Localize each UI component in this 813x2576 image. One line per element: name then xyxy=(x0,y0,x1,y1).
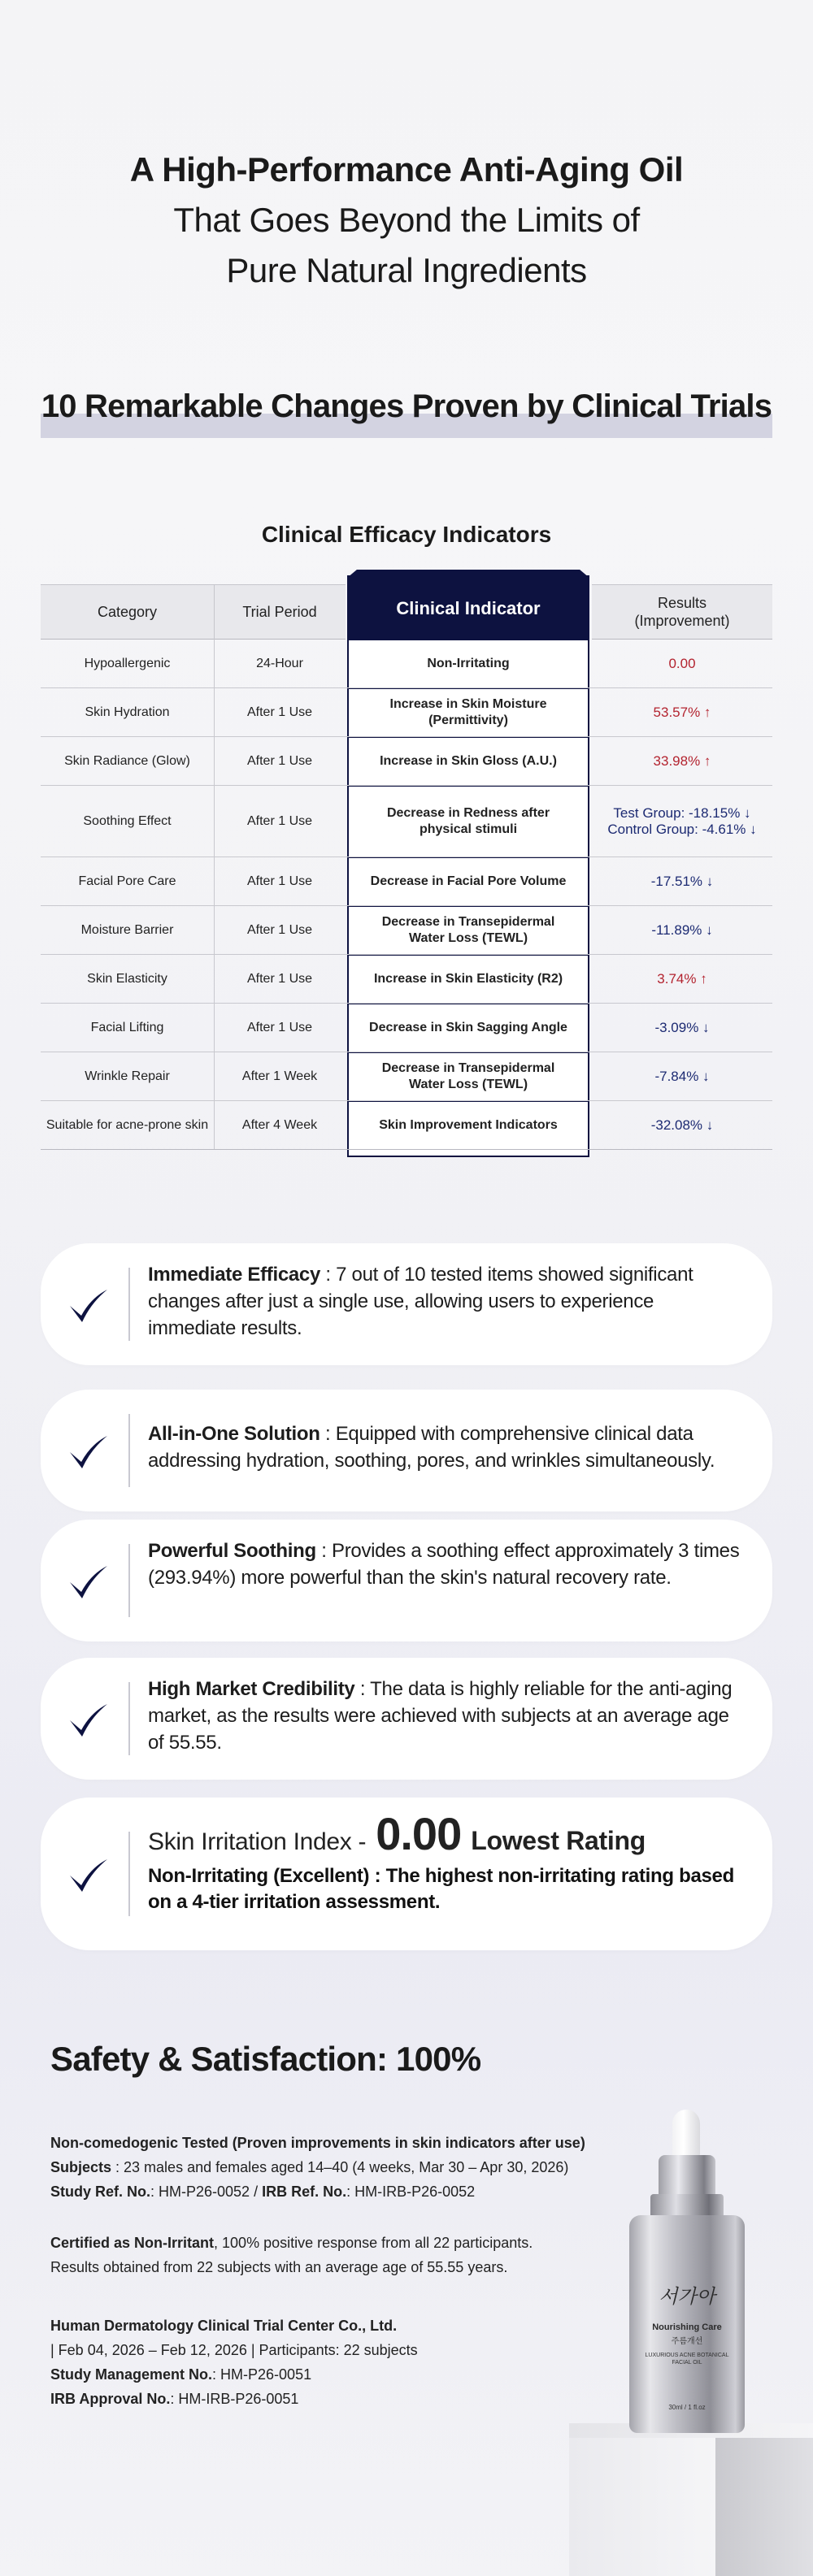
bottle-product-name-kr: 주름개선 xyxy=(671,2337,703,2346)
cell-period: After 1 Use xyxy=(246,705,313,719)
trial-center-name: Human Dermatology Clinical Trial Center Co., Ltd. xyxy=(50,2318,398,2334)
product-bottle-image xyxy=(626,2110,748,2433)
result-value: 0.00 xyxy=(668,656,696,671)
cell-period: After 4 Week xyxy=(241,1118,318,1132)
check-icon xyxy=(67,1559,109,1602)
cell-indicator: Increase in Skin Elasticity (R2) xyxy=(373,972,563,986)
irb-ref-value: : HM-IRB-P26-0052 xyxy=(346,2184,476,2200)
result-value: -7.84% ↓ xyxy=(654,1069,710,1084)
card-divider xyxy=(128,1544,130,1617)
table-row xyxy=(41,640,772,688)
result-value: 33.98% ↑ xyxy=(653,753,711,769)
cell-period: 24-Hour xyxy=(256,657,303,670)
study-mgmt-value: : HM-P26-0051 xyxy=(212,2366,312,2383)
cell-category: Facial Lifting xyxy=(90,1021,164,1034)
cell-indicator: Decrease in Transepidermal Water Loss (TEWL) xyxy=(381,915,555,945)
bottle-brand: 서가아 xyxy=(659,2285,715,2308)
card-divider xyxy=(128,1682,130,1755)
cell-result xyxy=(592,955,772,1004)
table-row xyxy=(41,1101,772,1150)
headline-line-2: That Goes Beyond the Limits of xyxy=(173,201,640,239)
headline-line-3: Pure Natural Ingredients xyxy=(226,251,587,289)
cell-indicator: Non-Irritating xyxy=(427,657,510,670)
card-title: Powerful Soothing xyxy=(148,1540,316,1562)
cell-result xyxy=(592,640,772,688)
result-value: -11.89% ↓ xyxy=(651,922,713,938)
cell-category: Skin Elasticity xyxy=(87,972,167,986)
result-value: 53.57% ↑ xyxy=(653,705,711,720)
irritation-label: Skin Irritation Index - xyxy=(148,1828,367,1855)
cell-category: Facial Pore Care xyxy=(78,874,176,888)
cell-category: Moisture Barrier xyxy=(80,923,174,937)
subjects-value: : 23 males and females aged 14–40 (4 weeks, Mar 30 – Apr 30, 2026) xyxy=(111,2159,569,2175)
row-line xyxy=(41,1149,772,1150)
irritation-index-line xyxy=(148,1808,740,1859)
irb-ref-label: IRB Ref. No. xyxy=(262,2184,347,2200)
result-value: -32.08% ↓ xyxy=(650,1117,714,1133)
cell-result xyxy=(592,1004,772,1052)
card-text: : Provides a soothing effect approximately 3 times (293.94%) more powerful than the skin's natural recovery rate. xyxy=(148,1540,740,1589)
card-title: Immediate Efficacy xyxy=(148,1264,321,1286)
table-row xyxy=(41,1052,772,1101)
study-mgmt-label: Study Management No. xyxy=(50,2366,213,2383)
result-value-2: Control Group: -4.61% ↓ xyxy=(607,822,757,837)
cell-indicator: Decrease in Facial Pore Volume xyxy=(370,874,567,888)
trial-dates: | Feb 04, 2026 – Feb 12, 2026 | Participants: 22 subjects xyxy=(50,2342,418,2358)
safety-paragraph-1 xyxy=(50,2131,620,2204)
check-icon xyxy=(67,1283,109,1325)
card-divider xyxy=(128,1268,130,1341)
result-value: -17.51% ↓ xyxy=(650,874,714,889)
cell-category: Hypoallergenic xyxy=(84,657,171,670)
cell-indicator: Increase in Skin Moisture (Permittivity) xyxy=(389,697,547,727)
irb-approval-value: : HM-IRB-P26-0051 xyxy=(170,2391,299,2407)
table-row xyxy=(41,737,772,786)
average-age-line: Results obtained from 22 subjects with an average age of 55.55 years. xyxy=(50,2259,508,2275)
study-ref-label: Study Ref. No. xyxy=(50,2184,151,2200)
pedestal-side xyxy=(715,2438,813,2576)
check-icon xyxy=(67,1698,109,1740)
cell-result xyxy=(592,786,772,857)
card-body xyxy=(148,1537,740,1591)
card-text: : Equipped with comprehensive clinical data addressing hydration, soothing, pores, and wrinkles simultaneously. xyxy=(148,1423,715,1472)
result-value: 3.74% ↑ xyxy=(657,971,707,987)
table-row xyxy=(41,688,772,737)
cell-category: Skin Hydration xyxy=(85,705,170,719)
header-results-line2: (Improvement) xyxy=(634,613,730,629)
cell-result xyxy=(592,1101,772,1150)
irritation-rating: Lowest Rating xyxy=(471,1826,646,1855)
cell-indicator: Increase in Skin Gloss (A.U.) xyxy=(380,754,557,768)
check-icon xyxy=(67,1853,109,1895)
irritation-desc: Non-Irritating (Excellent) : The highest non-irritating rating based on a 4-tier irritation assessment. xyxy=(148,1865,734,1913)
irb-approval-label: IRB Approval No. xyxy=(50,2391,171,2407)
card-body xyxy=(148,1676,740,1756)
card-body xyxy=(148,1261,740,1342)
result-value: Test Group: -18.15% ↓ xyxy=(613,805,751,821)
card-divider xyxy=(128,1414,130,1487)
header-period: Trial Period xyxy=(214,584,346,640)
irritation-card xyxy=(41,1798,772,1950)
check-icon xyxy=(67,1429,109,1472)
hero-headline xyxy=(0,145,813,296)
irritation-body xyxy=(148,1808,740,1915)
cell-period: After 1 Use xyxy=(246,814,313,828)
cell-indicator: Skin Improvement Indicators xyxy=(379,1118,558,1132)
cell-result xyxy=(592,737,772,786)
header-results xyxy=(592,584,772,640)
table-row xyxy=(41,786,772,857)
cell-category: Skin Radiance (Glow) xyxy=(64,754,190,768)
pedestal-front xyxy=(569,2438,715,2576)
bottle-subtitle: LUXURIOUS ACNE BOTANICAL FACIAL OIL xyxy=(645,2353,729,2366)
card-title: High Market Credibility xyxy=(148,1678,355,1700)
non-irritant-label: Certified as Non-Irritant xyxy=(50,2235,215,2251)
header-divider xyxy=(214,584,215,640)
safety-title: Safety & Satisfaction: 100% xyxy=(50,2040,481,2078)
header-results-line1: Results xyxy=(657,595,707,611)
dropper-neck xyxy=(659,2155,715,2196)
table-row xyxy=(41,1004,772,1052)
card-text: : 7 out of 10 tested items showed significant changes after just a single use, allowing users to experience immediate results. xyxy=(148,1264,693,1339)
cell-indicator: Decrease in Redness after physical stimuli xyxy=(386,806,550,836)
table-row xyxy=(41,857,772,906)
feature-card xyxy=(41,1243,772,1365)
cell-category: Soothing Effect xyxy=(83,814,172,828)
bottle-volume: 30ml / 1 fl.oz xyxy=(668,2404,706,2411)
irritation-value: 0.00 xyxy=(376,1808,462,1859)
headline-line-1: A High-Performance Anti-Aging Oil xyxy=(129,150,684,189)
header-indicator: Clinical Indicator xyxy=(349,577,588,640)
cell-indicator: Decrease in Transepidermal Water Loss (TEWL) xyxy=(381,1061,555,1091)
card-title: All-in-One Solution xyxy=(148,1423,320,1445)
efficacy-table xyxy=(41,561,772,1162)
cell-period: After 1 Use xyxy=(246,972,313,986)
table-row xyxy=(41,906,772,955)
safety-paragraph-3 xyxy=(50,2314,620,2411)
clinical-subhead xyxy=(41,378,772,443)
cell-period: After 1 Week xyxy=(241,1069,318,1083)
header-category: Category xyxy=(41,584,214,640)
card-body xyxy=(148,1420,740,1474)
feature-card xyxy=(41,1520,772,1641)
cell-period: After 1 Use xyxy=(246,1021,313,1034)
dropper-bulb xyxy=(672,2110,700,2158)
noncomedogenic-line: Non-comedogenic Tested (Proven improvements in skin indicators after use) xyxy=(50,2135,585,2151)
cell-category: Suitable for acne-prone skin xyxy=(46,1118,209,1132)
cell-period: After 1 Use xyxy=(246,754,313,768)
card-text: : The data is highly reliable for the anti-aging market, as the results were achieved with subjects at an average age of 55.55. xyxy=(148,1678,733,1754)
result-value: -3.09% ↓ xyxy=(654,1020,710,1035)
feature-card xyxy=(41,1658,772,1780)
non-irritant-value: , 100% positive response from all 22 participants. xyxy=(214,2235,533,2251)
bottle-product-name: Nourishing Care xyxy=(652,2322,722,2332)
subhead-text: 10 Remarkable Changes Proven by Clinical Trials xyxy=(41,388,772,424)
study-ref-value: : HM-P26-0052 / xyxy=(150,2184,263,2200)
cell-result xyxy=(592,906,772,955)
table-title: Clinical Efficacy Indicators xyxy=(261,522,552,547)
subjects-label: Subjects xyxy=(50,2159,112,2175)
cell-result xyxy=(592,857,772,906)
table-row xyxy=(41,955,772,1004)
cell-result xyxy=(592,688,772,737)
feature-card xyxy=(41,1390,772,1511)
cell-result xyxy=(592,1052,772,1101)
cell-period: After 1 Use xyxy=(246,874,313,888)
cell-period: After 1 Use xyxy=(246,923,313,937)
card-divider xyxy=(128,1832,130,1916)
safety-paragraph-2 xyxy=(50,2231,620,2279)
cell-category: Wrinkle Repair xyxy=(85,1069,170,1083)
cell-indicator: Decrease in Skin Sagging Angle xyxy=(369,1021,567,1034)
